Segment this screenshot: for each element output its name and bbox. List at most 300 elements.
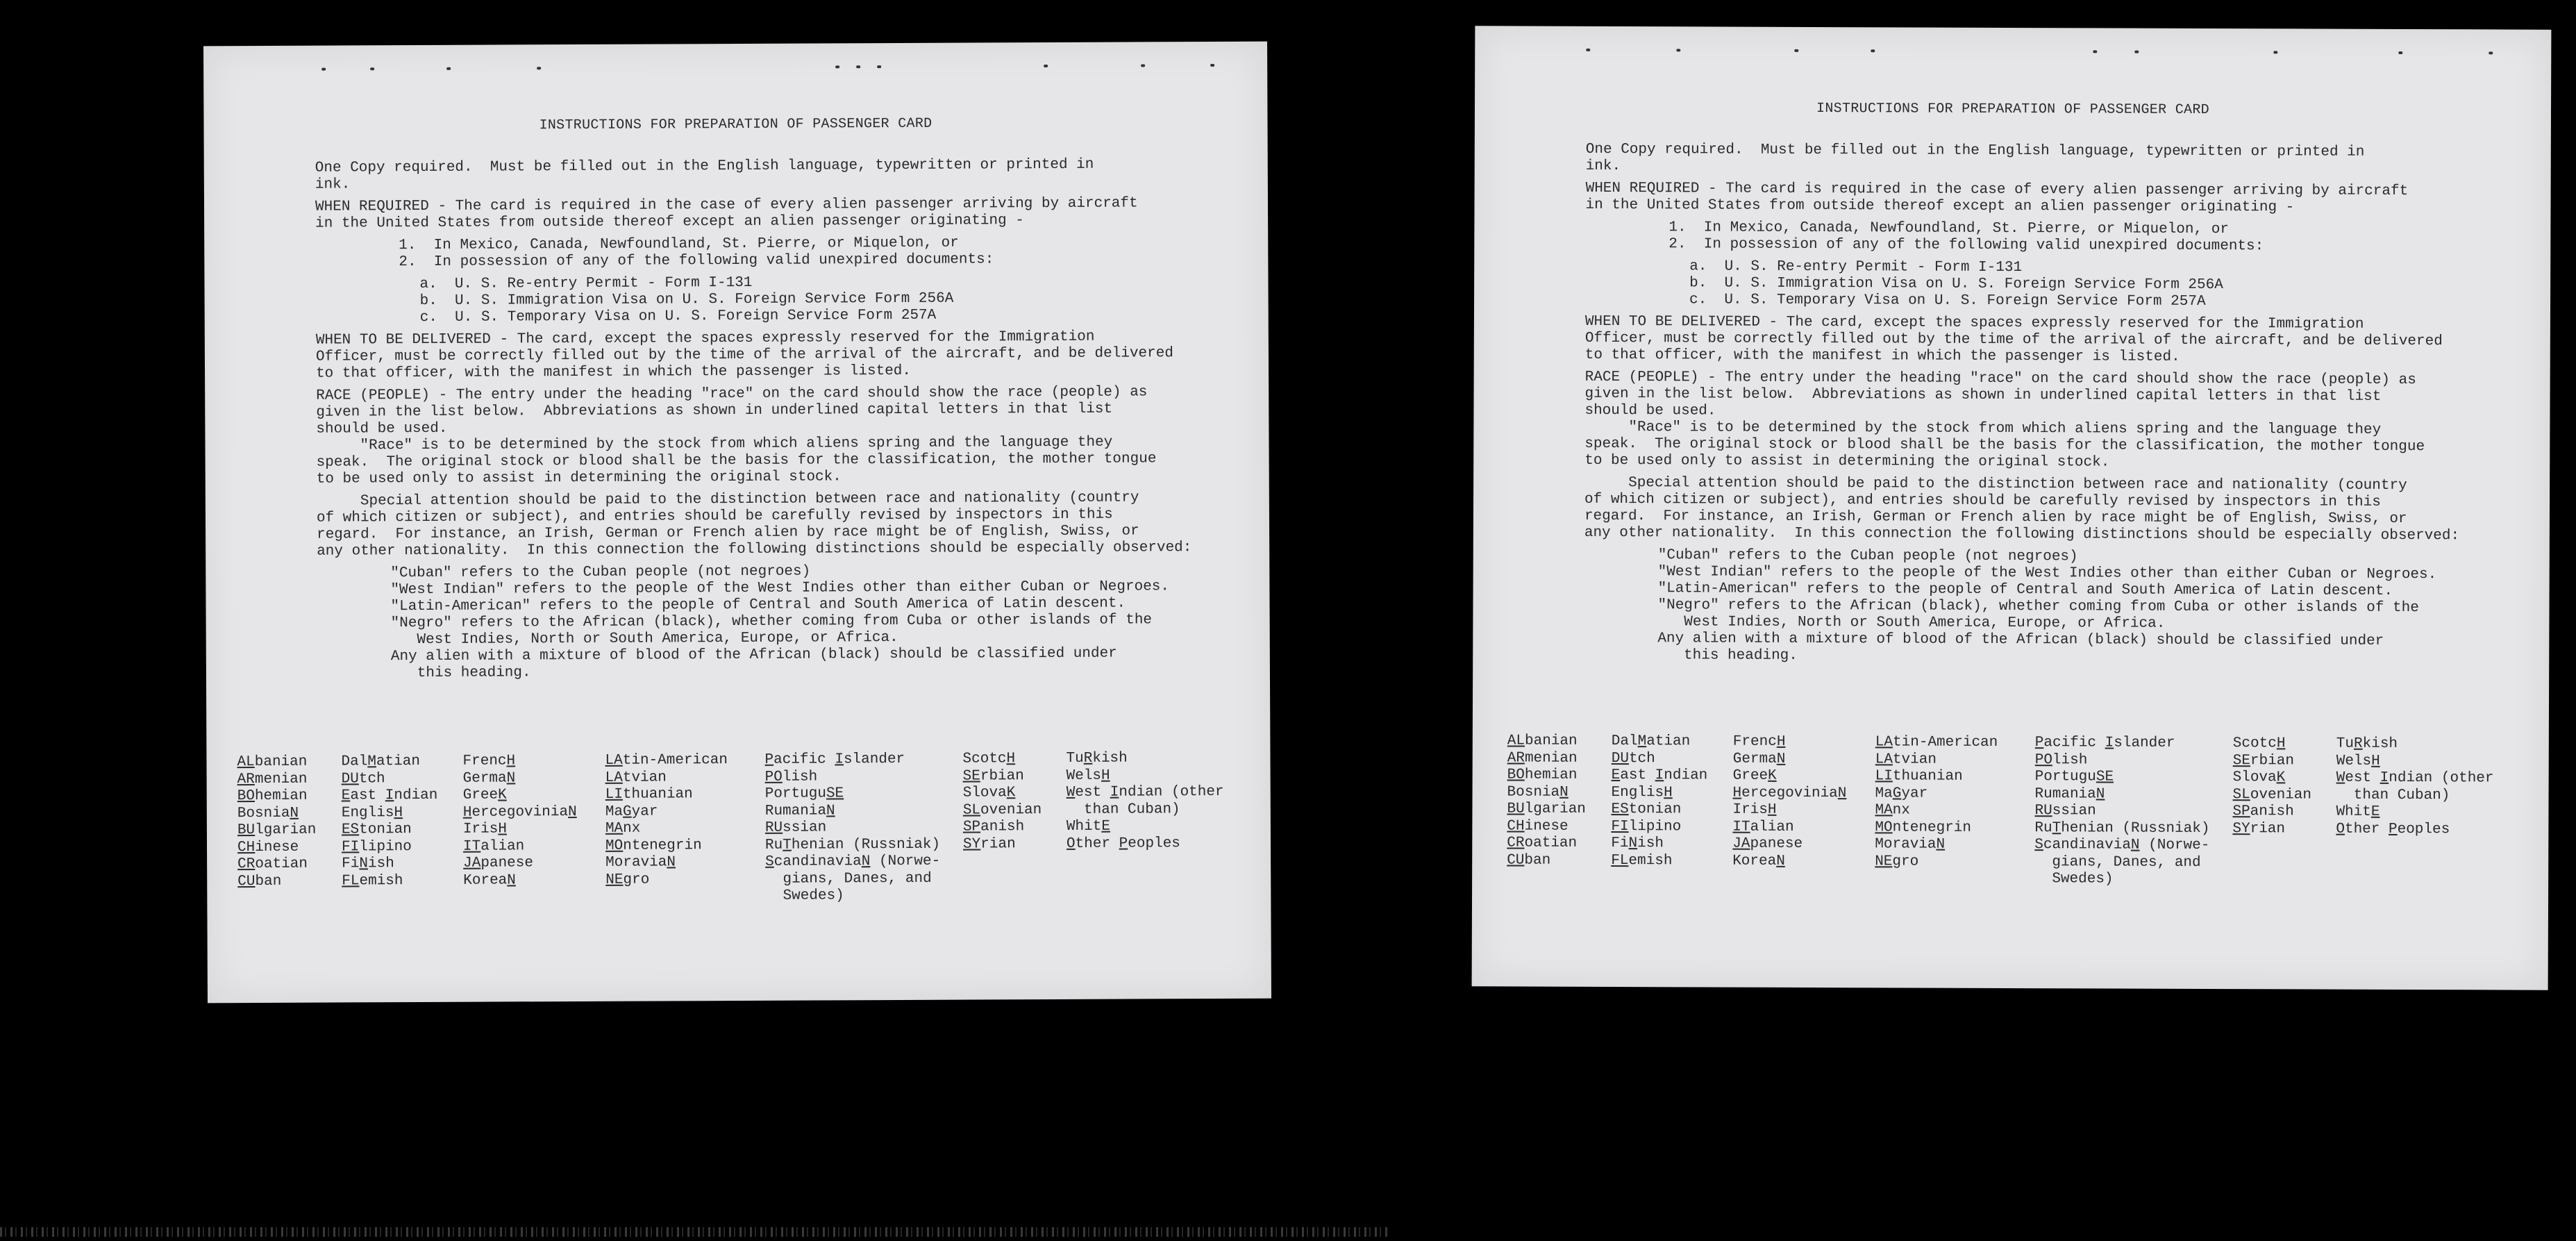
- race-name-part: Fi: [342, 856, 360, 872]
- list-item: b. U. S. Immigration Visa on U. S. Foreign Service Form 256A: [1689, 275, 2223, 294]
- abbreviation-letters: N: [1628, 835, 1638, 852]
- abbreviation-letters: N: [507, 872, 516, 888]
- race-name-part: eoples: [1128, 835, 1180, 852]
- distinctions-list: [1657, 547, 2459, 667]
- race-entry: [2232, 803, 2311, 821]
- race-name-part: slander: [843, 751, 905, 768]
- race-column: [962, 751, 1042, 853]
- race-name-part: acific: [2043, 735, 2105, 751]
- race-name-part: banian: [254, 753, 308, 771]
- race-name-part: lipino: [1628, 818, 1682, 835]
- race-name-part: Whit: [2336, 803, 2371, 820]
- race-name-part: Portugu: [764, 785, 826, 802]
- race-entry: [2336, 753, 2494, 770]
- abbreviation-letters: ES: [341, 822, 360, 838]
- race-name-part: ndian: [394, 787, 438, 804]
- list-item: 1. In Mexico, Canada, Newfoundland, St. Pierre, or Miquelon, or: [1668, 219, 2229, 238]
- abbreviation-letters: LI: [1875, 768, 1893, 785]
- race-name-part: menian: [1524, 750, 1578, 767]
- race-entry: [1875, 768, 1998, 785]
- abbreviation-letters: FI: [341, 838, 360, 855]
- text-line: Any alien with a mixture of blood of the African (black) should be classified under: [390, 645, 1117, 665]
- race-entry: [342, 770, 438, 788]
- abbreviation-letters: K: [498, 787, 507, 803]
- race-entry: [237, 873, 317, 890]
- race-name-part: Scotc: [2232, 735, 2277, 752]
- race-name-part: Ru: [764, 837, 783, 853]
- text-line: West Indies, North or South America, Europe, or Africa.: [390, 629, 898, 649]
- abbreviation-letters: H: [2276, 735, 2286, 752]
- race-name-part: Iris: [462, 821, 499, 838]
- abbreviation-letters: K: [1006, 785, 1016, 801]
- abbreviation-letters: I: [2380, 769, 2389, 786]
- abbreviation-letters: M: [1637, 733, 1647, 750]
- race-name-part: ssian: [2052, 803, 2096, 819]
- race-name-part: Rumania: [764, 802, 827, 819]
- race-entry: [1612, 767, 1708, 785]
- paragraph-race: [1584, 369, 2460, 472]
- race-name-part: tvian: [622, 769, 667, 786]
- text-line: speak. The original stock or blood shall be the basis for the classification, the mother tongue: [316, 451, 1157, 471]
- abbreviation-letters: I: [1655, 767, 1664, 784]
- abbreviation-letters: DU: [1611, 750, 1629, 767]
- abbreviation-letters: LI: [605, 786, 623, 803]
- race-name-part: gro: [1892, 853, 1919, 870]
- race-column: [1066, 750, 1224, 853]
- abbreviation-letters: H: [462, 804, 472, 821]
- race-entry: [237, 856, 317, 874]
- paragraph-when-delivered: [316, 328, 1191, 382]
- race-entry: [765, 785, 940, 803]
- race-column: [2336, 736, 2493, 839]
- race-entry: [2336, 787, 2494, 804]
- list-item: 2. In possession of any of the following valid unexpired documents:: [1668, 236, 2264, 255]
- text-line: to that officer, with the manifest in which the passenger is listed.: [1584, 347, 2180, 365]
- race-name-part: kish: [2362, 735, 2398, 752]
- race-entry: [2035, 752, 2210, 769]
- text-line: "Race" is to be determined by the stock from which aliens spring and the language they: [316, 434, 1113, 454]
- race-name-part: tvian: [1892, 751, 1937, 768]
- abbreviation-letters: MO: [605, 838, 624, 854]
- race-entry: [237, 822, 317, 840]
- race-entry: [1875, 751, 1998, 769]
- abbreviation-letters: SE: [2232, 752, 2250, 769]
- abbreviation-letters: E: [2370, 803, 2380, 820]
- abbreviation-letters: SP: [2232, 803, 2250, 820]
- race-name-part: alian: [1750, 819, 1794, 835]
- race-name-part: henian (Russniak): [791, 836, 941, 853]
- paragraph-copy-required: [315, 156, 1190, 193]
- race-name-part: ndian: [1664, 767, 1708, 784]
- race-entry: [1507, 784, 1587, 801]
- race-name-part: ish: [1637, 835, 1664, 852]
- race-name-part: nx: [1892, 802, 1910, 819]
- text-line: "Latin-American" refers to the people of Central and South America of Latin descent.: [390, 595, 1126, 615]
- race-entry: [1733, 768, 1847, 785]
- race-name-part: ovenian: [980, 801, 1042, 818]
- text-line: of which citizen or subject), and entries should be carefully revised by inspectors in this: [316, 506, 1113, 526]
- paragraph-when-required: [315, 195, 1190, 232]
- text-line: "West Indian" refers to the people of the West Indies other than either Cuban or Negroes.: [1657, 564, 2437, 583]
- race-entry: [765, 768, 940, 786]
- race-column: [1875, 734, 1998, 871]
- race-entry: [605, 803, 728, 821]
- paragraph-special-attention: [317, 490, 1192, 560]
- race-name-part: ercegovinia: [1741, 785, 1838, 801]
- race-entry: [342, 804, 438, 822]
- race-entry: [605, 872, 728, 889]
- abbreviation-letters: IT: [462, 838, 481, 855]
- race-name-part: ntenegrin: [1892, 819, 1972, 836]
- list-item: 1. In Mexico, Canada, Newfoundland, St. Pierre, or Miquelon, or: [399, 235, 959, 254]
- text-line: any other nationality. In this connection the following distinctions should be especially observed:: [1584, 524, 2460, 544]
- race-name-part: tin-American: [622, 752, 728, 769]
- race-entry: [342, 856, 438, 873]
- race-entry: [463, 838, 577, 856]
- race-name-part: (Norwe-: [2139, 837, 2210, 853]
- race-name-part: tch: [1628, 750, 1655, 767]
- abbreviation-letters: JA: [463, 855, 481, 872]
- race-column: [2232, 735, 2311, 838]
- page-title: INSTRUCTIONS FOR PREPARATION OF PASSENGER CARD: [1816, 101, 2209, 118]
- race-name-part: atian: [376, 753, 420, 770]
- race-name-part: Tu: [1066, 750, 1084, 767]
- race-entry: [2336, 770, 2494, 788]
- abbreviation-letters: CR: [237, 856, 256, 873]
- race-entry: [1875, 802, 1998, 819]
- race-entry: [605, 854, 728, 872]
- text-line: to be used only to assist in determining the original stock.: [1584, 452, 2110, 471]
- abbreviation-letters: K: [1768, 767, 1777, 784]
- race-name-part: tonian: [1628, 801, 1682, 818]
- abbreviation-letters: R: [2353, 735, 2363, 752]
- text-line: WHEN TO BE DELIVERED - The card, except the spaces expressly reserved for the Immigration: [315, 328, 1095, 349]
- abbreviation-letters: T: [2052, 819, 2061, 836]
- abbreviation-letters: N: [2130, 837, 2140, 853]
- race-name-part: thuanian: [1892, 768, 1963, 785]
- race-column: [764, 751, 940, 906]
- race-column: [605, 752, 728, 889]
- abbreviation-letters: G: [622, 803, 632, 820]
- abbreviation-letters: JA: [1732, 835, 1750, 852]
- race-name-part: ovenian: [2250, 786, 2312, 803]
- race-name-part: ban: [255, 873, 282, 890]
- abbreviation-letters: O: [1066, 835, 1076, 852]
- race-entry: [1066, 750, 1223, 767]
- race-entry: [463, 855, 577, 872]
- text-line: "West Indian" refers to the people of the West Indies other than either Cuban or Negroes.: [390, 578, 1170, 599]
- race-name-part: nx: [623, 820, 641, 837]
- text-line: West Indies, North or South America, Europe, or Africa.: [1657, 614, 2166, 632]
- abbreviation-letters: N: [1559, 784, 1569, 801]
- race-entry: [237, 788, 317, 806]
- race-entry: [605, 769, 728, 787]
- race-name-part: lish: [782, 769, 818, 785]
- abbreviation-letters: H: [506, 753, 516, 769]
- abbreviation-letters: G: [1892, 785, 1902, 801]
- abbreviation-letters: N: [826, 802, 835, 819]
- text-line: of which citizen or subject), and entries should be carefully revised by inspectors in this: [1584, 491, 2381, 510]
- race-entry: [2034, 803, 2209, 820]
- abbreviation-letters: SY: [2232, 820, 2250, 837]
- race-entry: [2336, 821, 2493, 838]
- text-line: "Race" is to be determined by the stock from which aliens spring and the language they: [1584, 419, 2382, 438]
- abbreviation-letters: LA: [1875, 751, 1893, 767]
- race-entry: [237, 839, 317, 856]
- text-line: ink.: [1585, 158, 1621, 175]
- race-name-part: Gree: [1732, 767, 1768, 784]
- text-line: speak. The original stock or blood shall be the basis for the classification, the mother tongue: [1584, 435, 2425, 456]
- race-name-part: rian: [2250, 820, 2286, 837]
- race-entry: [2035, 769, 2210, 786]
- race-name-part: slander: [2114, 735, 2175, 751]
- abbreviation-letters: LA: [1875, 734, 1893, 751]
- race-name-part: emish: [1628, 852, 1673, 869]
- abbreviation-letters: BU: [237, 822, 256, 839]
- abbreviation-letters: LA: [605, 769, 623, 786]
- text-line: "Cuban" refers to the Cuban people (not negroes): [390, 563, 811, 582]
- race-name-part: Bosnia: [237, 805, 290, 822]
- scan-marks: [308, 64, 1226, 78]
- race-entry: [1875, 819, 1998, 837]
- race-name-part: ast: [350, 788, 385, 804]
- text-line: in the United States from outside thereof except an alien passenger originating -: [315, 213, 1024, 232]
- abbreviation-letters: AR: [1507, 749, 1525, 767]
- race-column: [341, 753, 438, 890]
- abbreviation-letters: P: [1119, 835, 1128, 852]
- race-entry: [1733, 751, 1847, 768]
- race-name-part: menian: [254, 771, 308, 788]
- race-name-part: Fi: [1611, 835, 1629, 852]
- abbreviation-letters: N: [1776, 853, 1785, 869]
- abbreviation-letters: I: [385, 788, 394, 804]
- race-entry: [462, 753, 576, 770]
- race-name-part: yar: [1901, 785, 1928, 802]
- race-name-part: tin-American: [1892, 734, 1998, 751]
- race-name-part: Englis: [1611, 784, 1664, 801]
- race-entry: [342, 788, 438, 805]
- abbreviation-letters: W: [1066, 784, 1076, 801]
- abbreviation-letters: N: [290, 805, 299, 822]
- race-entry: [765, 870, 940, 888]
- race-entry: [237, 754, 316, 772]
- race-name-part: Rumania: [2034, 785, 2096, 802]
- abbreviation-letters: O: [2336, 821, 2345, 838]
- race-name-part: Bosnia: [1507, 783, 1560, 801]
- race-entry: [1507, 767, 1587, 784]
- race-name-part: oatian: [1524, 835, 1578, 851]
- race-name-part: ntenegrin: [623, 837, 702, 854]
- race-name-part: panese: [1750, 835, 1803, 852]
- text-line: this heading.: [390, 665, 531, 682]
- abbreviation-letters: E: [341, 788, 351, 804]
- abbreviation-letters: LA: [605, 752, 623, 769]
- race-entry: [463, 872, 577, 890]
- abbreviation-letters: S: [2034, 837, 2043, 853]
- abbreviation-letters: SE: [962, 767, 980, 785]
- abbreviation-letters: H: [498, 821, 508, 838]
- abbreviation-letters: N: [1837, 785, 1847, 801]
- race-name-part: candinavia: [2043, 837, 2131, 853]
- race-entry: [2034, 854, 2209, 872]
- text-line: Officer, must be correctly filled out by the time of the arrival of the aircraft, and be delivered: [315, 345, 1174, 365]
- race-name-part: rian: [980, 835, 1016, 852]
- race-name-part: ssian: [783, 819, 827, 836]
- race-name-part: than Cuban): [2336, 787, 2450, 803]
- race-entry: [962, 751, 1042, 768]
- race-entry: [1612, 750, 1708, 767]
- abbreviation-letters: SE: [826, 785, 844, 802]
- page-title: INSTRUCTIONS FOR PREPARATION OF PASSENGER CARD: [539, 115, 932, 134]
- race-column: [1507, 733, 1586, 869]
- abbreviation-letters: DU: [341, 770, 359, 787]
- race-name-part: lipino: [359, 838, 412, 855]
- race-name-part: candinavia: [773, 853, 862, 870]
- text-line: any other nationality. In this connection the following distinctions should be especially observed:: [317, 540, 1192, 560]
- race-name-part: Whit: [1066, 818, 1102, 835]
- race-entry: [1611, 835, 1707, 853]
- race-entry: [1067, 818, 1224, 835]
- abbreviation-letters: FL: [342, 872, 360, 889]
- race-entry: [342, 822, 438, 839]
- race-entry: [1612, 733, 1708, 751]
- race-name-part: eoples: [2397, 821, 2450, 838]
- abbreviation-letters: I: [835, 751, 844, 768]
- abbreviation-letters: W: [2336, 769, 2345, 786]
- abbreviation-letters: H: [2371, 753, 2380, 769]
- race-name-part: Moravia: [1875, 836, 1937, 853]
- text-line: "Negro" refers to the African (black), whether coming from Cuba or other islands of the: [390, 612, 1153, 632]
- text-line: Officer, must be correctly filled out by the time of the arrival of the aircraft, and be delivered: [1584, 330, 2443, 350]
- list-documents: [419, 273, 1191, 326]
- abbreviation-letters: BU: [1507, 801, 1525, 817]
- race-name-part: Ru: [2034, 819, 2052, 836]
- race-name-part: Wels: [1066, 767, 1102, 784]
- abbreviation-letters: E: [1611, 767, 1621, 784]
- abbreviation-letters: N: [861, 853, 871, 870]
- race-entry: [963, 802, 1042, 819]
- abbreviation-letters: N: [568, 803, 577, 820]
- race-entry: [1067, 767, 1224, 784]
- instructions-body: [1584, 142, 2461, 672]
- abbreviation-letters: P: [2034, 735, 2044, 751]
- text-line: Special attention should be paid to the distinction between race and nationality (country: [1584, 474, 2407, 494]
- abbreviation-letters: IT: [1732, 819, 1750, 835]
- race-name-part: Tu: [2336, 735, 2355, 752]
- abbreviation-letters: FL: [1611, 852, 1629, 869]
- abbreviation-letters: BO: [237, 788, 255, 805]
- race-entry: [463, 770, 577, 788]
- race-name-part: atian: [1646, 733, 1691, 750]
- race-entry: [2034, 837, 2209, 854]
- race-entry: [2035, 786, 2210, 803]
- race-entry: [765, 819, 940, 838]
- race-entry: [963, 836, 1042, 853]
- text-line: given in the list below. Abbreviations as shown in underlined capital letters in that list: [1584, 385, 2382, 405]
- abbreviation-letters: ES: [1611, 801, 1629, 818]
- race-name-part: tonian: [359, 822, 412, 838]
- abbreviation-letters: RU: [764, 819, 783, 836]
- race-name-part: Englis: [341, 804, 394, 821]
- race-name-part: ther: [2344, 821, 2389, 838]
- race-name-part: ndian (other: [2389, 769, 2494, 787]
- abbreviation-letters: E: [1101, 818, 1110, 835]
- text-line: "Latin-American" refers to the people of Central and South America of Latin descent.: [1657, 581, 2393, 599]
- abbreviation-letters: CU: [237, 873, 256, 890]
- race-name-part: Ma: [1875, 785, 1893, 801]
- abbreviation-letters: AL: [1507, 733, 1525, 749]
- race-entry: [2336, 804, 2493, 822]
- text-line: to that officer, with the manifest in which the passenger is listed.: [316, 363, 912, 382]
- race-name-part: hemian: [1524, 767, 1578, 783]
- race-entry: [1507, 818, 1586, 835]
- race-name-part: Frenc: [462, 753, 507, 769]
- race-name-part: ndian (other: [1119, 783, 1224, 801]
- list-item: a. U. S. Re-entry Permit - Form I-131: [1689, 258, 2023, 276]
- race-entry: [2233, 787, 2312, 804]
- race-name-part: ish: [367, 856, 394, 872]
- paragraph-when-required: [1585, 181, 2460, 217]
- list-documents: [1689, 258, 2460, 311]
- race-name-part: Ma: [605, 803, 624, 820]
- list-conditions: [1668, 219, 2460, 256]
- race-entry: [765, 802, 940, 820]
- race-name-part: ast: [1620, 767, 1655, 784]
- race-entry: [237, 771, 317, 788]
- abbreviation-letters: M: [367, 753, 376, 770]
- race-entry: [1507, 852, 1586, 869]
- race-entry: [1611, 801, 1707, 819]
- text-line: "Negro" refers to the African (black), whether coming from Cuba or other islands of the: [1657, 597, 2419, 617]
- abbreviation-letters: CH: [237, 839, 256, 856]
- abbreviation-letters: SL: [2232, 786, 2250, 803]
- text-line: One Copy required. Must be filled out in the English language, typewritten or printed in: [315, 156, 1094, 176]
- abbreviation-letters: NE: [1875, 853, 1893, 869]
- abbreviation-letters: I: [1110, 784, 1119, 801]
- race-name-part: gro: [623, 872, 650, 888]
- abbreviation-letters: CR: [1507, 835, 1525, 851]
- abbreviation-letters: S: [765, 853, 774, 870]
- abbreviation-letters: SE: [2096, 769, 2114, 785]
- text-line: ink.: [315, 176, 351, 193]
- race-name-part: (Norwe-: [870, 853, 941, 870]
- distinctions-list: [390, 562, 1192, 682]
- race-name-part: banian: [1525, 733, 1578, 749]
- race-entry: [1067, 801, 1224, 818]
- race-entry: [605, 838, 728, 855]
- text-line: RACE (PEOPLE) - The entry under the heading "race" on the card should show the race (people) as: [316, 384, 1148, 404]
- text-line: WHEN REQUIRED - The card is required in the case of every alien passenger arriving by aircraft: [1585, 180, 2409, 199]
- race-entry: [1732, 853, 1846, 870]
- race-entry: [1067, 784, 1224, 801]
- race-column: [1611, 733, 1707, 869]
- race-name-part: alian: [480, 838, 525, 855]
- race-name-part: panese: [480, 855, 534, 872]
- race-name-part: ercegovinia: [471, 803, 569, 821]
- abbreviation-letters: T: [783, 837, 792, 853]
- text-line: should be used.: [1584, 402, 1716, 419]
- abbreviation-letters: NE: [605, 872, 624, 888]
- race-name-part: Germa: [1732, 751, 1777, 767]
- abbreviation-letters: H: [394, 804, 403, 821]
- paragraph-race: [316, 384, 1191, 488]
- abbreviation-letters: N: [2096, 785, 2105, 802]
- race-name-part: Germa: [462, 769, 507, 787]
- race-name-part: Swedes): [2034, 871, 2114, 888]
- race-entry: [1611, 818, 1707, 835]
- race-entry: [2233, 769, 2312, 787]
- race-name-part: inese: [255, 839, 299, 856]
